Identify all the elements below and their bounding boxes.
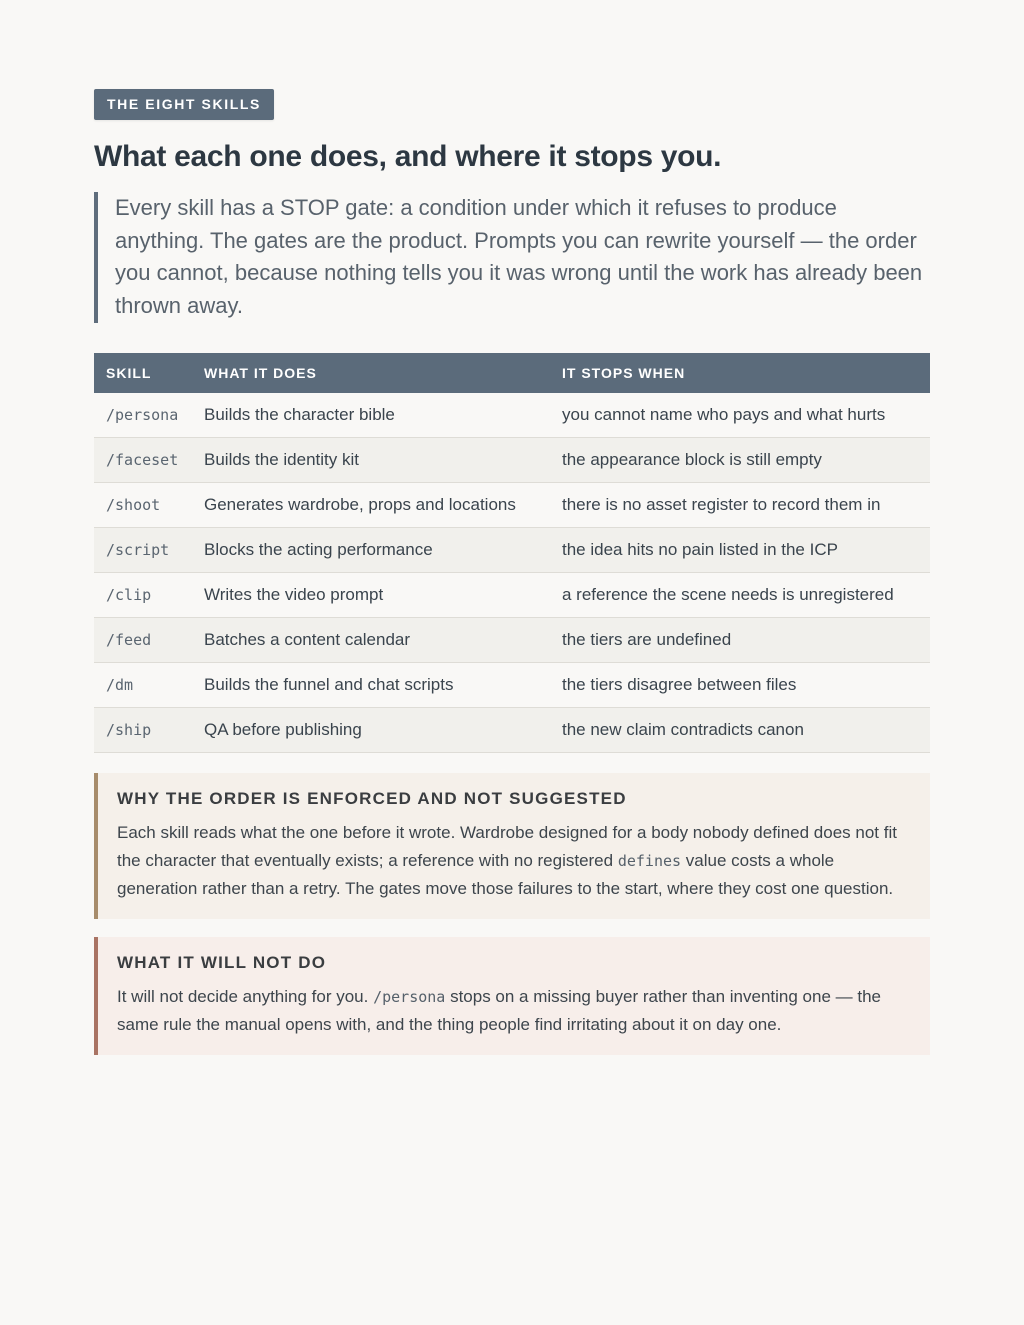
order-callout: [94, 773, 930, 919]
table-row: [94, 707, 930, 752]
table-row: [94, 437, 930, 482]
skill-stop-condition: the appearance block is still empty: [562, 437, 930, 482]
document-page: [94, 89, 930, 1055]
skill-command: /feed: [94, 617, 204, 662]
skill-description: Blocks the acting performance: [204, 527, 562, 572]
column-header-what-it-does: WHAT IT DOES: [204, 353, 562, 393]
limits-callout-text-end: stops on a missing buyer rather than inventing one — the same rule the manual opens with, and the thing people find irritating about it on day one.: [117, 986, 881, 1034]
skill-command: /dm: [94, 662, 204, 707]
column-header-skill: SKILL: [94, 353, 204, 393]
table-row: [94, 617, 930, 662]
table-row: [94, 662, 930, 707]
skill-command: /clip: [94, 572, 204, 617]
page-title: What each one does, and where it stops you.: [94, 140, 722, 173]
limits-callout-text-start: It will not decide anything for you.: [117, 986, 374, 1006]
skill-stop-condition: the tiers disagree between files: [562, 662, 930, 707]
skill-stop-condition: the idea hits no pain listed in the ICP: [562, 527, 930, 572]
table-row: [94, 572, 930, 617]
skill-stop-condition: you cannot name who pays and what hurts: [562, 393, 930, 438]
column-header-it-stops-when: IT STOPS WHEN: [562, 353, 930, 393]
skill-description: Builds the funnel and chat scripts: [204, 662, 562, 707]
skill-description: Generates wardrobe, props and locations: [204, 482, 562, 527]
skill-command: /script: [94, 527, 204, 572]
skill-command: /persona: [94, 393, 204, 438]
table-row: [94, 393, 930, 438]
order-callout-text-start: Each skill reads what the one before it wrote. Wardrobe designed for a body nobody defined does not fit the character that eventually exists; a reference with no registered: [117, 822, 897, 870]
skill-description: Builds the character bible: [204, 393, 562, 438]
order-callout-text: [117, 819, 910, 903]
limits-callout-heading: WHAT IT WILL NOT DO: [117, 952, 327, 972]
skill-stop-condition: there is no asset register to record them in: [562, 482, 930, 527]
table-header-row: [94, 353, 930, 393]
persona-code: /persona: [373, 987, 446, 1006]
order-callout-text-end: value costs a whole generation rather than a retry. The gates move those failures to the start, where they cost one question.: [117, 850, 894, 898]
order-callout-heading: WHY THE ORDER IS ENFORCED AND NOT SUGGESTED: [117, 788, 627, 808]
table-row: [94, 482, 930, 527]
skill-description: Batches a content calendar: [204, 617, 562, 662]
table-row: [94, 527, 930, 572]
skill-description: QA before publishing: [204, 707, 562, 752]
skill-stop-condition: the new claim contradicts canon: [562, 707, 930, 752]
intro-blockquote: Every skill has a STOP gate: a condition under which it refuses to produce anything. The gates are the product. Prompts you can rewrite yourself — the order you cannot, because nothing tells you it was wrong until the work has already been thrown away.: [94, 192, 930, 323]
defines-code: defines: [617, 851, 682, 870]
skill-command: /shoot: [94, 482, 204, 527]
skill-description: Writes the video prompt: [204, 572, 562, 617]
skills-table: [94, 353, 930, 753]
skill-command: /ship: [94, 707, 204, 752]
section-badge: THE EIGHT SKILLS: [94, 89, 274, 120]
skill-stop-condition: a reference the scene needs is unregistered: [562, 572, 930, 617]
skill-command: /faceset: [94, 437, 204, 482]
skill-stop-condition: the tiers are undefined: [562, 617, 930, 662]
skill-description: Builds the identity kit: [204, 437, 562, 482]
limits-callout-text: [117, 983, 910, 1039]
limits-callout: [94, 937, 930, 1055]
